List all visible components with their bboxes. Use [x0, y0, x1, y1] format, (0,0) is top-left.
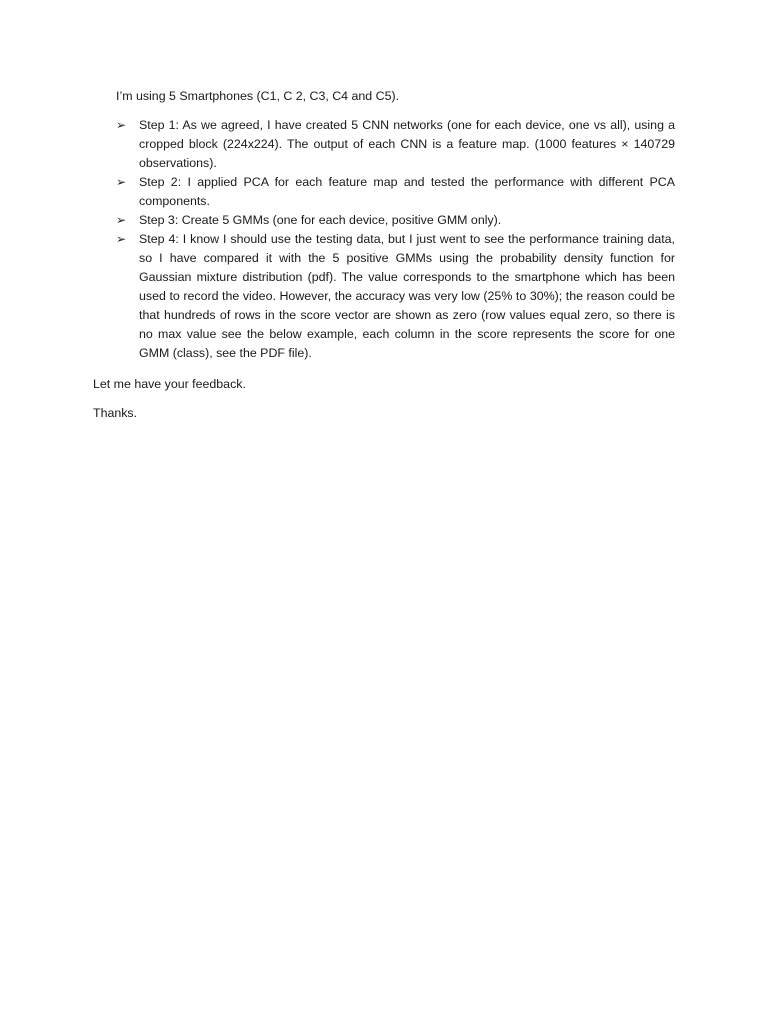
feedback-paragraph: Let me have your feedback. — [93, 377, 246, 391]
arrow-bullet-icon: ➢ — [116, 213, 127, 227]
arrow-bullet-icon: ➢ — [116, 232, 127, 246]
intro-paragraph: I’m using 5 Smartphones (C1, C 2, C3, C4 and C5). — [116, 89, 400, 103]
closing-paragraph: Thanks. — [93, 406, 138, 420]
step-2-text: Step 2: I applied PCA for each feature map and tested the performance with different PCA components. — [139, 175, 675, 208]
arrow-bullet-icon: ➢ — [116, 175, 127, 189]
list-item — [116, 230, 675, 363]
steps-list — [116, 116, 675, 363]
arrow-bullet-icon: ➢ — [116, 118, 127, 132]
step-4-text: Step 4: I know I should use the testing data, but I just went to see the performance training data, so I have compared it with the 5 positive GMMs using the probability density function for Gaussian mixture distribution (pdf). The value corresponds to the smartphone which has been used to record the video. However, the accuracy was very low (25% to 30%); the reason could be that hundreds of rows in the score vector are shown as zero (row values equal zero, so there is no max value see the below example, each column in the score represents the score for one GMM (class), see the PDF file). — [139, 232, 675, 360]
list-item — [116, 173, 675, 211]
step-1-text: Step 1: As we agreed, I have created 5 CNN networks (one for each device, one vs all), using a cropped block (224x224). The output of each CNN is a feature map. (1000 features × 140729 observations). — [139, 118, 675, 170]
list-item — [116, 211, 675, 230]
step-3-text: Step 3: Create 5 GMMs (one for each device, positive GMM only). — [139, 213, 502, 227]
list-item — [116, 116, 675, 173]
